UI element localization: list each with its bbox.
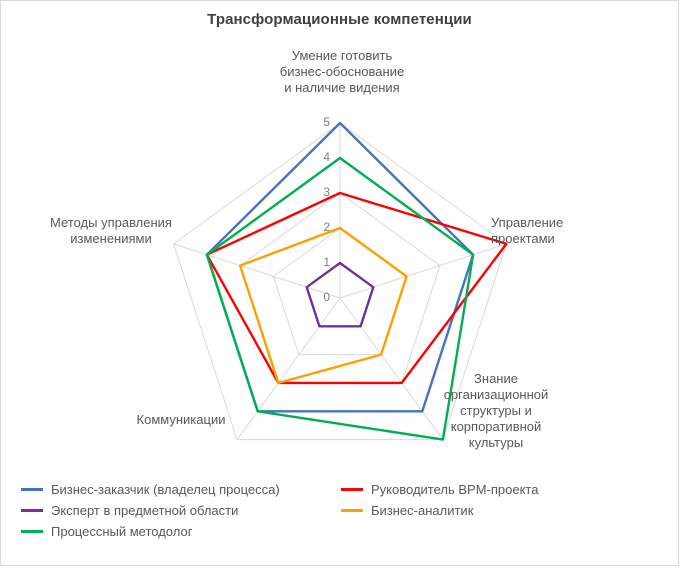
legend-label: Эксперт в предметной области: [51, 503, 239, 518]
radar-chart-svg: [1, 33, 680, 473]
legend-item[interactable]: [341, 482, 661, 497]
legend-item[interactable]: [21, 503, 341, 518]
axis-line: [340, 244, 506, 298]
radar-plot-area: [1, 33, 680, 473]
legend-label: Процессный методолог: [51, 524, 193, 539]
chart-legend: [21, 482, 661, 545]
axis-label-change-management: [21, 215, 201, 247]
tick-label-0: 0: [323, 290, 330, 304]
legend-color-swatch: [21, 530, 43, 533]
tick-label-4: 4: [323, 150, 330, 164]
legend-row: [21, 482, 661, 497]
axis-label-line: проектами: [491, 231, 555, 246]
legend-label: Бизнес-заказчик (владелец процесса): [51, 482, 280, 497]
axis-label-line: корпоративной: [450, 419, 542, 434]
legend-item[interactable]: [21, 524, 341, 539]
axis-label-line: Знание: [474, 371, 518, 386]
legend-color-swatch: [21, 488, 43, 491]
chart-title: Трансформационные компетенции: [207, 11, 472, 28]
axis-label-line: бизнес-обоснование: [279, 64, 405, 79]
axis-label-line: Методы управления: [50, 215, 172, 230]
tick-label-5: 5: [323, 115, 330, 129]
axis-label-communications: [96, 412, 266, 428]
legend-row: [21, 524, 661, 539]
axis-label-org-structure: [426, 371, 566, 451]
legend-item[interactable]: [21, 482, 341, 497]
legend-color-swatch: [341, 509, 363, 512]
axis-label-line: Коммуникации: [136, 412, 226, 427]
axis-label-line: Управление: [491, 215, 564, 230]
legend-color-swatch: [21, 509, 43, 512]
legend-label: Руководитель BPM-проекта: [371, 482, 539, 497]
legend-item[interactable]: [341, 503, 661, 518]
axis-label-line: структуры и: [460, 403, 532, 418]
tick-label-3: 3: [323, 185, 330, 199]
axis-label-line: и наличие видения: [284, 80, 400, 95]
axis-label-business-case: [237, 48, 447, 96]
axis-label-line: изменениями: [70, 231, 152, 246]
axis-label-line: организационной: [443, 387, 549, 402]
axis-label-project-management: [491, 215, 621, 247]
legend-color-swatch: [341, 488, 363, 491]
axis-label-line: культуры: [468, 435, 524, 450]
axis-label-line: Умение готовить: [291, 48, 393, 63]
legend-row: [21, 503, 661, 518]
legend-label: Бизнес-аналитик: [371, 503, 474, 518]
tick-label-2: 2: [323, 220, 330, 234]
tick-label-1: 1: [323, 255, 330, 269]
